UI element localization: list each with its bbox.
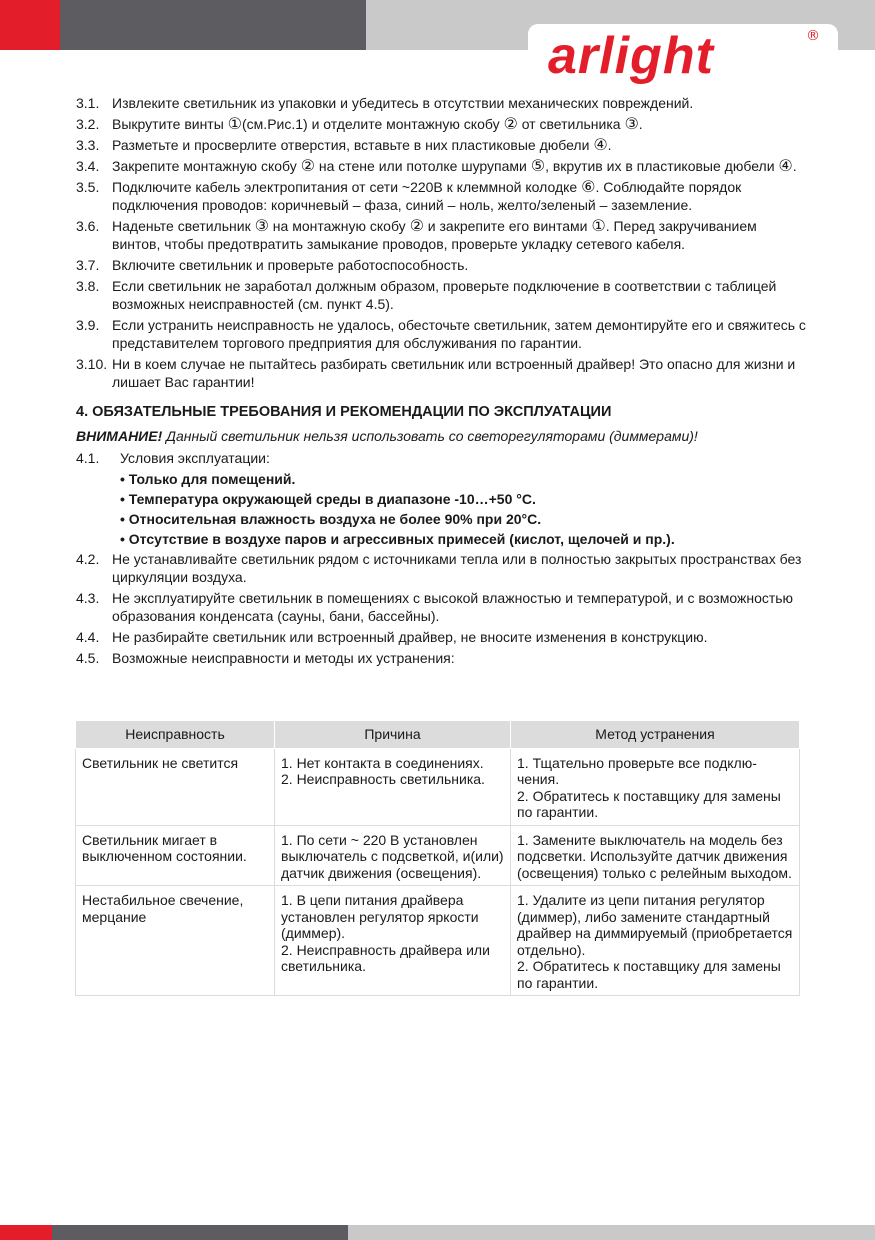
brand-logo: arlight [548,27,714,85]
footer-bar-light [348,1225,875,1240]
text-segment: на монтажную скобу [268,218,410,234]
conditions-list [120,470,806,548]
item-text [112,316,806,352]
text-segment: Закрепите монтажную скобу [112,158,301,174]
header-cause: Причина [275,721,511,749]
header-bar-dark [60,0,366,50]
header-bar-red [0,0,60,50]
list-item [76,649,806,667]
callout-number: ② [409,216,424,235]
callout-number: ④ [593,135,608,154]
list-item [76,449,806,467]
item-text [112,136,806,154]
cell-line: 1. Удалите из цепи питания регулятор (диммер), либо замените стандартный драйвер на диммируемый (приобретается отдельно). [517,892,793,958]
text-segment: . Соблюдайте порядок подключения проводов: коричневый – фаза, синий – ноль, желто/зеленый – заземление. [112,179,742,213]
text-segment: на стене или потолке шурупами [314,158,531,174]
item-text [112,277,806,313]
item-text: Не разбирайте светильник или встроенный драйвер, не вносите изменения в конструкцию. [112,629,708,645]
installation-steps [76,94,806,391]
list-item [76,277,806,313]
text-segment: . [638,116,643,132]
list-item [76,217,806,253]
registered-mark: ® [806,28,820,44]
cell-line: 2. Неисправность светильника. [281,771,485,787]
item-number: 3.5. [76,179,100,195]
list-item [76,316,806,352]
header-fault: Неисправность [76,721,275,749]
item-text [112,115,806,133]
cell-fix [511,748,800,825]
item-number: 4.2. [76,551,100,567]
condition-item: • Отсутствие в воздухе паров и агрессивных примесей (кислот, щелочей и пр.). [120,530,806,548]
list-item [76,94,806,112]
text-segment: от светильника [517,116,625,132]
list-item [76,256,806,274]
item-text [112,217,806,253]
cell-line: 1. По сети ~ 220 В установлен выключатель с подсветкой, и(или) датчик движения (освещения). [281,831,504,881]
item-number: 4.1. [76,450,100,466]
text-segment: и закрепите его винтами [423,218,592,234]
text-segment: Разметьте и просверлите отверстия, вставьте в них пластиковые дюбели [112,137,594,153]
text-segment: Ни в коем случае не пытайтесь разбирать светильник или встроенный драйвер! Это опасно для жизни и лишает Вас гарантии! [112,356,796,390]
list-item [76,589,806,625]
list-item [76,178,806,214]
item-number: 3.3. [76,137,100,153]
cell-fault [76,748,275,825]
list-item [76,628,806,646]
list-item [76,136,806,154]
cell-line: Светильник не светится [82,754,239,771]
troubleshooting-table [75,720,800,996]
text-segment: Извлеките светильник из упаковки и убедитесь в отсутствии механических повреждений. [112,95,694,111]
item-text [112,178,806,214]
cell-fix [511,825,800,886]
footer-bar-red [0,1225,52,1240]
text-segment: Если устранить неисправность не удалось, обесточьте светильник, затем демонтируйте его и свяжитесь с представителем торгового предприятия для обслуживания по гарантии. [112,317,806,351]
cell-fault [76,825,275,886]
item-text: Не эксплуатируйте светильник в помещениях с высокой влажностью и температурой, и с возможностью образования конденсата (сауны, бани, бассейны). [112,590,794,624]
instructions-content [76,94,806,670]
item-text: Возможные неисправности и методы их устранения: [112,650,455,666]
condition-item: • Температура окружающей среды в диапазоне -10…+50 °С. [120,490,806,508]
cell-line: 2. Обратитесь к поставщику для замены по гарантии. [517,787,781,820]
text-segment: (см.Рис.1) и отделите монтажную скобу [242,116,504,132]
item-number: 3.8. [76,278,100,294]
item-number: 4.3. [76,590,100,606]
warning-note [76,427,806,445]
text-segment: . Перед закручиванием винтов, чтобы предотвратить замыкание проводов, проверьте укладку сетевого кабеля. [112,218,757,252]
cell-line: 2. Обратитесь к поставщику для замены по гарантии. [517,958,781,991]
text-segment: Включите светильник и проверьте работоспособность. [112,257,469,273]
text-segment: Подключите кабель электропитания от сети ~220В к клеммной колодке [112,179,582,195]
callout-number: ③ [624,114,639,133]
cell-line: Нестабильное свечение, мерцание [82,892,244,925]
section-4-heading: 4. ОБЯЗАТЕЛЬНЫЕ ТРЕБОВАНИЯ И РЕКОМЕНДАЦИИ ПО ЭКСПЛУАТАЦИИ [76,404,612,420]
cell-line: 1. Нет контакта в соединениях. [281,754,484,771]
item-number: 3.7. [76,257,100,273]
item-text [112,256,806,274]
item-number: 3.1. [76,95,100,111]
callout-number: ① [591,216,606,235]
item-text [112,355,806,391]
callout-number: ③ [254,216,269,235]
cell-line: 1. Тщательно проверьте все подклю-чения. [517,754,757,787]
section-4-items [76,550,806,667]
table-row [76,825,800,886]
cell-cause [275,748,511,825]
list-item [76,550,806,586]
item-number: 3.6. [76,218,100,234]
table-row [76,886,800,996]
callout-number: ⑥ [581,177,596,196]
callout-number: ① [227,114,243,133]
callout-number: ④ [778,156,793,175]
item-number: 4.5. [76,650,100,666]
callout-number: ⑤ [530,156,546,175]
text-segment: . [792,158,797,174]
cell-fault [76,886,275,996]
footer-bar-dark [52,1225,348,1240]
item-number: 4.4. [76,629,100,645]
table-header-row [76,721,800,749]
text-segment: . [607,137,612,153]
warning-label: ВНИМАНИЕ! [76,428,163,444]
item-text: Не устанавливайте светильник рядом с источниками тепла или в полностью закрытых пространствах без циркуляции воздуха. [112,551,802,585]
text-segment: Если светильник не заработал должным образом, проверьте подключение в соответствии с таблицей возможных неисправностей (см. пункт 4.5). [112,278,777,312]
text-segment: Выкрутите винты [112,116,228,132]
item-number: 3.4. [76,158,100,174]
cell-line: 2. Неисправность драйвера или светильника. [281,941,490,974]
cell-line: 1. Замените выключатель на модель без подсветки. Используйте датчик движения (освещения) только с релейным выходом. [517,831,792,881]
cell-fix [511,886,800,996]
text-segment: , вкрутив их в пластиковые дюбели [545,158,779,174]
item-text [112,157,806,175]
condition-item: • Относительная влажность воздуха не более 90% при 20°С. [120,510,806,528]
header-fix: Метод устранения [511,721,800,749]
callout-number: ② [300,156,315,175]
cell-cause [275,886,511,996]
cell-cause [275,825,511,886]
warning-text: Данный светильник нельзя использовать со светорегуляторами (диммерами)! [162,428,698,444]
item-text: Условия эксплуатации: [120,450,270,466]
list-item [76,157,806,175]
cell-line: 1. В цепи питания драйвера установлен регулятор яркости (диммер). [281,892,479,941]
list-item [76,115,806,133]
callout-number: ② [503,114,518,133]
item-number: 3.9. [76,317,100,333]
list-item [76,355,806,391]
text-segment: Наденьте светильник [112,218,255,234]
cell-line: Светильник мигает в выключенном состоянии. [82,831,247,864]
table-body [76,748,800,996]
item-number: 3.10. [76,356,108,372]
condition-item: • Только для помещений. [120,470,806,488]
item-text [112,94,806,112]
item-number: 3.2. [76,116,100,132]
table-row [76,748,800,825]
